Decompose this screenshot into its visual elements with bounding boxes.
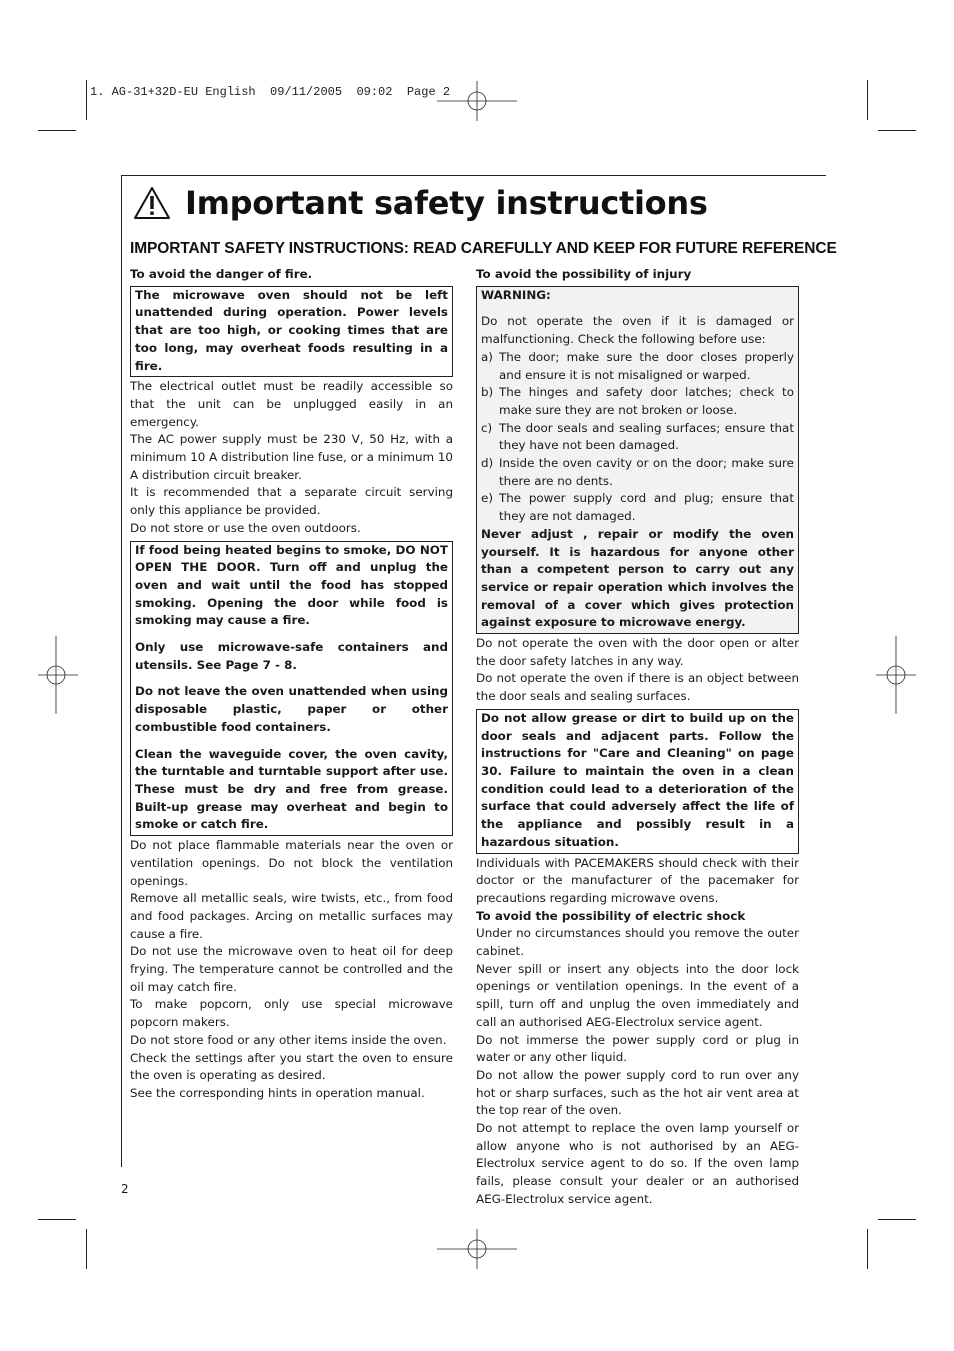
paragraph: Do not immerse the power supply cord or plug in water or any other liquid. xyxy=(476,1032,799,1065)
list-label: a) xyxy=(481,349,493,364)
registration-mark-left xyxy=(38,636,78,714)
list-label: e) xyxy=(481,491,493,506)
crop-mark xyxy=(38,1219,76,1220)
list-text: Inside the oven cavity or on the door; make sure there are no dents. xyxy=(499,456,794,488)
smoke-warning-box xyxy=(130,541,453,837)
list-label: b) xyxy=(481,385,494,400)
warning-box xyxy=(476,286,799,634)
list-item xyxy=(481,420,794,455)
paragraph: Check the settings after you start the oven to ensure the oven is operating as desired. xyxy=(130,1050,453,1083)
list-item xyxy=(481,384,794,419)
title-row xyxy=(133,184,708,222)
list-text: The door seals and sealing surfaces; ensure that they have not been damaged. xyxy=(499,420,794,453)
cleaning-warning-box xyxy=(476,709,799,854)
warning-bold-text: Never adjust , repair or modify the oven yourself. It is hazardous for anyone other than a competent person to carry out any service or repair operation which involves the removal of a cover which gives protection against exposure to microwave energy. xyxy=(481,526,794,630)
crop-mark xyxy=(86,80,87,120)
paragraph: It is recommended that a separate circuit serving only this appliance be provided. xyxy=(130,485,453,518)
paragraph: See the corresponding hints in operation manual. xyxy=(130,1085,425,1100)
list-text: The power supply cord and plug; ensure that they are not damaged. xyxy=(499,491,794,524)
list-label: d) xyxy=(481,456,494,471)
list-label: c) xyxy=(481,420,493,435)
fire-warning-text: The microwave oven should not be left unattended during operation. Power levels that are too high, or cooking times that are too long, may overheat foods resulting in a fire. xyxy=(135,287,448,373)
left-column xyxy=(130,266,453,1103)
list-item xyxy=(481,455,794,490)
list-item xyxy=(481,490,794,525)
list-text: The hinges and safety door latches; check to make sure they are not broken or loose. xyxy=(499,385,794,417)
registration-mark-right xyxy=(876,636,916,714)
paragraph: Never spill or insert any objects into the door lock openings or ventilation openings. In the event of a spill, turn off and unplug the oven immediately and call an authorised AEG-Electrolux service agent. xyxy=(476,961,799,1029)
list-item xyxy=(481,349,794,384)
paragraph: Individuals with PACEMAKERS should check with their doctor or the manufacturer of the pacemaker for precautions regarding microwave ovens. xyxy=(476,855,799,905)
box-paragraph: If food being heated begins to smoke, DO NOT OPEN THE DOOR. Turn off and unplug the oven and wait until the food has stopped smoking. Opening the door while food is smoking may cause a fire. xyxy=(135,542,448,628)
paragraph: Do not store or use the oven outdoors. xyxy=(130,520,361,535)
paragraph: Do not allow the power supply cord to run over any hot or sharp surfaces, such as the hot air vent area at the top rear of the oven. xyxy=(476,1067,799,1118)
crop-mark xyxy=(878,130,916,131)
warning-intro: Do not operate the oven if it is damaged or malfunctioning. Check the following before use: xyxy=(481,314,794,347)
paragraph: Do not attempt to replace the oven lamp yourself or allow anyone who is not authorised by an AEG-Electrolux service agent to do so. If the oven lamp fails, please consult your dealer or an authorised AEG-Electrolux service agent. xyxy=(476,1121,799,1206)
cleaning-warning-text: Do not allow grease or dirt to build up on the door seals and adjacent parts. Follow the instructions for "Care and Cleaning" on page 30. Failure to maintain the oven in a clean condition could lead to a deterioration of the surface that could adversely affect the life of the appliance and possibly result in a hazardous situation. xyxy=(481,710,794,849)
frame-top-rule xyxy=(121,175,826,176)
crop-mark xyxy=(86,1229,87,1269)
frame-left-rule xyxy=(121,175,122,1167)
box-paragraph: Only use microwave-safe containers and utensils. See Page 7 - 8. xyxy=(135,640,448,672)
paragraph: Do not operate the oven if there is an object between the door seals and sealing surfaces. xyxy=(476,671,799,704)
paragraph: Remove all metallic seals, wire twists, etc., from food and food packages. Arcing on metallic surfaces may cause a fire. xyxy=(130,891,453,941)
injury-heading: To avoid the possibility of injury xyxy=(476,267,692,281)
warning-title: WARNING: xyxy=(481,287,551,302)
registration-mark-top xyxy=(437,81,517,121)
registration-mark-bottom xyxy=(437,1229,517,1269)
paragraph: The electrical outlet must be readily accessible so that the unit can be unplugged easily in an emergency. xyxy=(130,379,453,429)
crop-mark xyxy=(38,130,76,131)
paragraph: Under no circumstances should you remove the outer cabinet. xyxy=(476,926,799,959)
paragraph: Do not store food or any other items inside the oven. xyxy=(130,1032,447,1047)
paragraph: Do not place flammable materials near the oven or ventilation openings. Do not block the ventilation openings. xyxy=(130,838,453,888)
crop-mark xyxy=(867,1229,868,1269)
warning-triangle-icon xyxy=(133,186,171,220)
right-column xyxy=(476,266,799,1209)
box-paragraph: Do not leave the oven unattended when using disposable plastic, paper or other combustible food containers. xyxy=(135,684,448,734)
box-paragraph: Clean the waveguide cover, the oven cavity, the turntable and turntable support after use. These must be dry and free from grease. Built-up grease may overheat and begin to smoke or catch fire. xyxy=(135,746,448,832)
paragraph: Do not operate the oven with the door open or alter the door safety latches in any way. xyxy=(476,636,799,668)
crop-mark xyxy=(878,1219,916,1220)
paragraph: The AC power supply must be 230 V, 50 Hz, with a minimum 10 A distribution line fuse, or a minimum 10 A distribution circuit breaker. xyxy=(130,432,453,482)
fire-heading: To avoid the danger of fire. xyxy=(130,267,313,281)
paragraph: To make popcorn, only use special microwave popcorn makers. xyxy=(130,997,453,1030)
page-subtitle: IMPORTANT SAFETY INSTRUCTIONS: READ CAREFULLY AND KEEP FOR FUTURE REFERENCE xyxy=(130,240,837,257)
electric-shock-heading: To avoid the possibility of electric shock xyxy=(476,908,746,923)
crop-mark xyxy=(867,80,868,120)
list-text: The door; make sure the door closes properly and ensure it is not misaligned or warped. xyxy=(499,349,794,382)
page-title: Important safety instructions xyxy=(185,184,708,222)
page-number: 2 xyxy=(121,1182,129,1196)
fire-warning-box xyxy=(130,286,453,378)
print-header: 1. AG-31+32D-EU English 09/11/2005 09:02 Page 2 xyxy=(90,85,451,99)
paragraph: Do not use the microwave oven to heat oil for deep frying. The temperature cannot be controlled and the oil may catch fire. xyxy=(130,944,453,994)
